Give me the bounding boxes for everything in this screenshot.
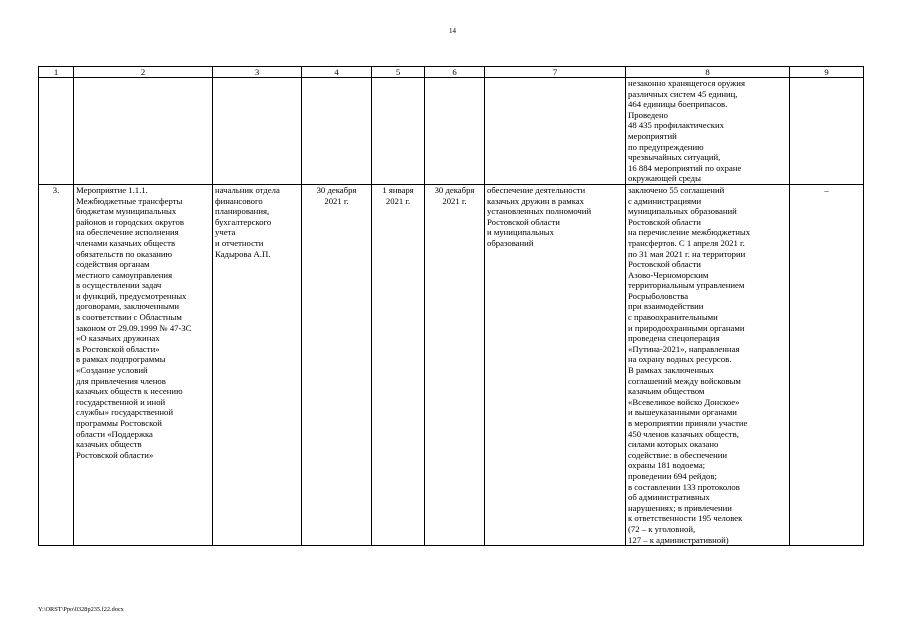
text-line: и муниципальных bbox=[487, 227, 554, 238]
text-line: и функций, предусмотренных bbox=[76, 290, 187, 301]
expected-result-cell bbox=[485, 184, 626, 545]
text-line: Кадырова А.П. bbox=[215, 248, 271, 259]
text-line: местного самоуправления bbox=[76, 269, 173, 280]
header-cell: 6 bbox=[425, 67, 485, 78]
text-line: 30 декабря bbox=[316, 184, 357, 195]
text-line: казачьих обществ bbox=[76, 439, 142, 450]
text-line: начальник отдела bbox=[215, 184, 280, 195]
row-number: 3. bbox=[39, 184, 74, 545]
text-line: в осуществлении задач bbox=[76, 280, 162, 291]
text-line: обеспечение деятельности bbox=[487, 184, 586, 195]
text-line: при взаимодействии bbox=[628, 301, 704, 312]
header-cell: 8 bbox=[626, 67, 790, 78]
text-line: службы» государственной bbox=[76, 407, 173, 418]
text-line: в мероприятии приняли участие bbox=[628, 418, 748, 428]
text-line: финансового bbox=[215, 195, 263, 206]
text-line: охраны 181 водоема; bbox=[628, 460, 706, 471]
text-line: территориальным управлением bbox=[628, 280, 745, 291]
text-line: (72 – к уголовной, bbox=[628, 523, 696, 534]
text-line: с правоохранительными bbox=[628, 312, 718, 323]
header-cell: 7 bbox=[485, 67, 626, 78]
text-line: 2021 г. bbox=[324, 195, 349, 206]
text-line: «Путина-2021», направленная bbox=[628, 343, 740, 354]
text-line: казачьим обществом bbox=[628, 386, 705, 397]
text-line: программы Ростовской bbox=[76, 418, 162, 428]
text-line: 48 435 профилактических bbox=[628, 120, 724, 131]
responsible-cell bbox=[213, 184, 302, 545]
text-line: незаконно хранящегося оружия bbox=[628, 78, 745, 88]
text-line: Росрыболовства bbox=[628, 290, 689, 301]
text-line: 2021 г. bbox=[385, 195, 411, 206]
page-number: 14 bbox=[449, 27, 456, 35]
text-line: области «Поддержка bbox=[76, 428, 153, 439]
text-line: окружающей среды bbox=[628, 173, 701, 184]
header-cell: 5 bbox=[372, 67, 425, 78]
text-line: договорами, заключенными bbox=[76, 301, 180, 312]
notes-cell: – bbox=[790, 184, 864, 545]
actual-end-date-cell bbox=[425, 184, 485, 545]
text-line: бюджетам муниципальных bbox=[76, 206, 177, 217]
results-cell bbox=[626, 78, 790, 185]
text-line: в соответствии с Областным bbox=[76, 312, 182, 323]
text-line: различных систем 45 единиц, bbox=[628, 88, 738, 99]
text-line: государственной и иной bbox=[76, 396, 166, 407]
text-line: 464 единицы боеприпасов. bbox=[628, 99, 728, 110]
text-line: 2021 г. bbox=[442, 195, 467, 206]
text-line: нарушениях; в привлечении bbox=[628, 502, 732, 513]
text-line: установленных полномочий bbox=[487, 206, 592, 217]
text-line: Проведено bbox=[628, 109, 669, 120]
text-line: содействия органам bbox=[76, 259, 150, 270]
text-line: на перечисление межбюджетных bbox=[628, 227, 751, 238]
text-line: и природоохранными органами bbox=[628, 322, 745, 333]
report-table bbox=[38, 66, 864, 546]
text-line: планирования, bbox=[215, 206, 270, 217]
table-row-continuation bbox=[39, 78, 864, 185]
text-line: силами которых оказано bbox=[628, 439, 719, 450]
text-line: Ростовской области bbox=[628, 259, 701, 270]
header-cell: 4 bbox=[302, 67, 372, 78]
text-line: казачьих дружин в рамках bbox=[487, 195, 584, 206]
text-line: 1 января bbox=[382, 184, 414, 195]
text-line: содействие: в обеспечении bbox=[628, 449, 728, 460]
text-line: Ростовской области bbox=[487, 216, 560, 227]
text-line: учета bbox=[215, 227, 236, 238]
text-line: по 31 мая 2021 г. на территории bbox=[628, 248, 746, 259]
text-line: образований bbox=[487, 237, 534, 248]
text-line: «Всевеликое войско Донское» bbox=[628, 396, 740, 407]
header-cell: 3 bbox=[213, 67, 302, 78]
text-line: в Ростовской области» bbox=[76, 343, 160, 354]
text-line: обязательств по оказанию bbox=[76, 248, 173, 259]
text-line: «О казачьих дружинах bbox=[76, 333, 160, 344]
text-line: проведении 694 рейдов; bbox=[628, 470, 717, 481]
text-line: по предупреждению bbox=[628, 141, 704, 152]
table-row-3 bbox=[39, 184, 864, 545]
text-line: 450 членов казачьих обществ, bbox=[628, 428, 739, 439]
text-line: проведена спецоперация bbox=[628, 333, 720, 344]
text-line: трансфертов. С 1 апреля 2021 г. bbox=[628, 237, 745, 248]
text-line: соглашений между войсковым bbox=[628, 375, 741, 386]
planned-end-date-cell bbox=[302, 184, 372, 545]
text-line: 30 декабря bbox=[434, 184, 475, 195]
text-line: Межбюджетные трансферты bbox=[76, 195, 183, 206]
text-line: и вышеуказанными органами bbox=[628, 407, 737, 418]
text-line: Азово-Черноморским bbox=[628, 269, 709, 280]
header-cell: 2 bbox=[74, 67, 213, 78]
actual-result-cell bbox=[626, 184, 790, 545]
text-line: 16 884 мероприятий по охране bbox=[628, 162, 742, 173]
text-line: с администрациями bbox=[628, 195, 702, 206]
text-line: в составлении 133 протоколов bbox=[628, 481, 740, 492]
text-line: бухгалтерского bbox=[215, 216, 272, 227]
header-cell: 1 bbox=[39, 67, 74, 78]
text-line: Мероприятие 1.1.1. bbox=[76, 184, 148, 195]
text-line: «Создание условий bbox=[76, 365, 148, 376]
text-line: Ростовской области bbox=[628, 216, 701, 227]
file-path-footer: Y:\ORST\Ppo\0328p235.f22.docx bbox=[38, 606, 124, 613]
header-row bbox=[39, 67, 864, 78]
measure-name-cell bbox=[74, 184, 213, 545]
text-line: мероприятий bbox=[628, 130, 677, 141]
text-line: в рамках подпрограммы bbox=[76, 354, 166, 365]
text-line: членами казачьих обществ bbox=[76, 237, 176, 248]
text-line: на охрану водных ресурсов. bbox=[628, 354, 732, 365]
text-line: 127 – к административной) bbox=[628, 534, 729, 545]
text-line: чрезвычайных ситуаций, bbox=[628, 152, 721, 163]
actual-start-date-cell bbox=[372, 184, 425, 545]
text-line: законом от 29.09.1999 № 47-ЗС bbox=[76, 322, 192, 333]
text-line: В рамках заключенных bbox=[628, 365, 714, 376]
text-line: об административных bbox=[628, 492, 710, 503]
text-line: и отчетности bbox=[215, 237, 264, 248]
text-line: для привлечения членов bbox=[76, 375, 166, 386]
text-line: муниципальных образований bbox=[628, 206, 737, 217]
text-line: казачьих обществ к несению bbox=[76, 386, 183, 397]
text-line: на обеспечение исполнения bbox=[76, 227, 179, 238]
text-line: Ростовской области» bbox=[76, 449, 154, 460]
text-line: к ответственности 195 человек bbox=[628, 513, 743, 524]
header-cell: 9 bbox=[790, 67, 864, 78]
text-line: заключено 55 соглашений bbox=[628, 184, 725, 195]
text-line: районов и городских округов bbox=[76, 216, 184, 227]
